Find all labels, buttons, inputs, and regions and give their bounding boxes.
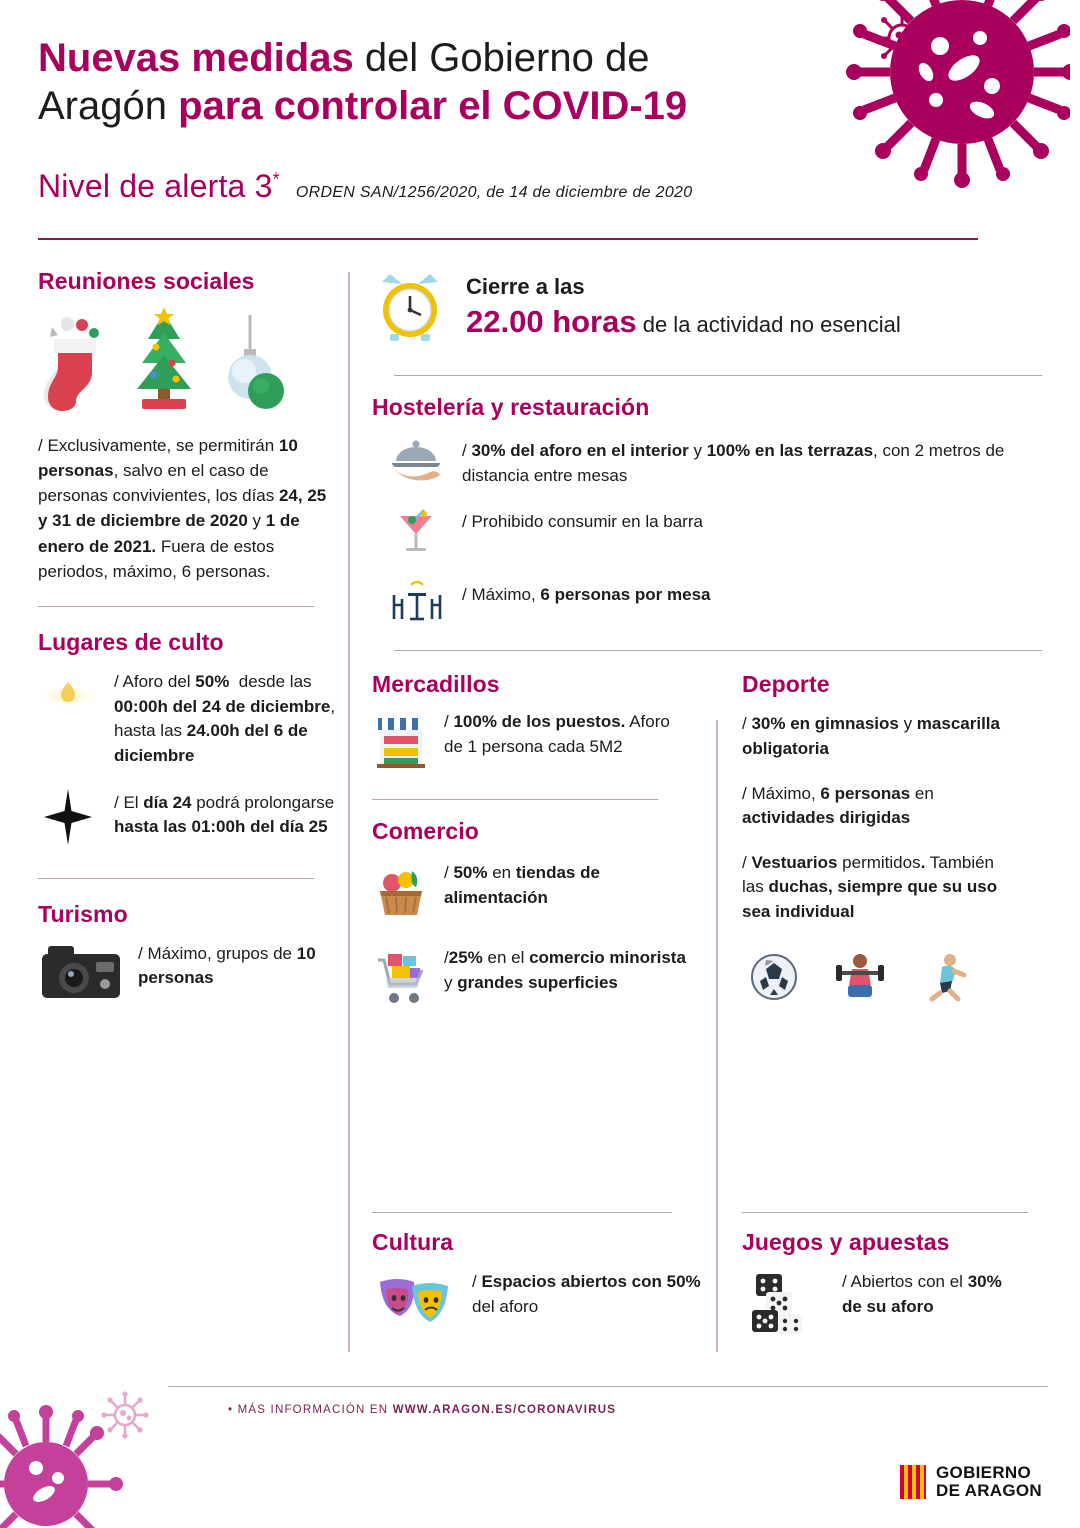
markets-row: [372, 710, 688, 777]
culture-divider: [372, 1212, 672, 1213]
star-sparkle-icon: [38, 787, 98, 852]
closing-time-text: [466, 268, 901, 340]
section-heading-markets: Mercadillos: [372, 671, 500, 698]
logo-line-1: GOBIERNO: [936, 1463, 1031, 1483]
tourism-text: / Máximo, grupos de 10 personas: [138, 943, 316, 988]
commerce-item-1: [372, 861, 688, 928]
worship-item-2-text: / El día 24 podrá prolongarse hasta las 01:00h del día 25: [114, 792, 335, 837]
hospitality-item-3-text: / Máximo, 6 personas por mesa: [462, 585, 711, 605]
mid-grid: [372, 671, 1042, 1023]
sport-column: [716, 671, 1016, 1023]
closing-line-1: Cierre a las: [466, 274, 585, 299]
section-heading-social: Reuniones sociales: [38, 268, 255, 294]
dice-stack-icon: [742, 1270, 828, 1341]
hospitality-items: [372, 435, 1042, 632]
serving-dome-icon: [386, 435, 446, 488]
gambling-divider: [742, 1212, 1028, 1213]
order-reference: ORDEN SAN/1256/2020, de 14 de diciembre de 2020: [295, 184, 693, 201]
bottom-sections: [38, 1212, 1048, 1341]
vertical-divider-left: [348, 272, 350, 1352]
christmas-tree-icon: [126, 307, 202, 415]
title-part-4: para controlar el COVID-19: [178, 84, 688, 128]
footer-divider: [168, 1386, 1048, 1387]
photo-camera-icon: [38, 942, 124, 1009]
christmas-bauble-icon: [216, 309, 288, 415]
main-column: [372, 268, 1042, 1023]
footer-info: [228, 1404, 616, 1416]
page-header: [0, 0, 1080, 250]
markets-commerce-column: [372, 671, 716, 1023]
logo-line-2: DE ARAGON: [936, 1481, 1042, 1501]
worship-item-2: [38, 787, 338, 852]
section-heading-tourism: Turismo: [38, 900, 128, 927]
left-divider-1: [38, 606, 314, 607]
soccer-ball-icon: [748, 951, 800, 1003]
markets-divider: [372, 799, 658, 800]
alert-level: [38, 168, 280, 205]
culture-row: [372, 1270, 716, 1339]
title-part-1: Nuevas medidas: [38, 36, 354, 80]
left-divider-2: [38, 878, 314, 879]
alert-level-text: Nivel de alerta 3: [38, 168, 273, 204]
section-heading-hospitality: Hostelería y restauración: [372, 394, 650, 420]
coronavirus-illustration-small: [872, 8, 932, 68]
commerce-item-2: [372, 946, 688, 1017]
left-column: [38, 268, 338, 1009]
christmas-stocking-icon: [38, 311, 112, 415]
title-part-2: del Gobierno de: [353, 36, 650, 80]
weight-lifter-icon: [834, 951, 886, 1003]
section-heading-culture: Cultura: [372, 1229, 454, 1255]
gambling-text: / Abiertos con el 30% de su aforo: [842, 1272, 1002, 1316]
hospitality-item-2: [386, 506, 1042, 561]
gambling-row: [742, 1270, 1016, 1341]
worship-item-1-text: / Aforo del 50% desde las 00:00h del 24 de diciembre, hasta las 24.00h del 6 de diciembre: [114, 671, 336, 765]
social-text: [38, 433, 338, 584]
section-heading-worship: Lugares de culto: [38, 628, 224, 655]
alert-level-asterisk: *: [272, 169, 280, 190]
title-part-3: Aragón: [38, 84, 179, 128]
worship-item-1: [38, 666, 338, 769]
culture-column: [372, 1212, 716, 1341]
page-title: [38, 34, 838, 130]
commerce-item-2-text: /25% en el comercio minorista y grandes superficies: [444, 948, 686, 992]
sport-item-2: / Máximo, 6 personas en actividades dirigidas: [742, 783, 934, 828]
hospitality-item-2-text: / Prohibido consumir en la barra: [462, 512, 703, 532]
closing-hours: 22.00 horas: [466, 304, 637, 339]
markets-text: / 100% de los puestos. Aforo de 1 persona cada 5M2: [444, 712, 670, 756]
header-divider: [38, 238, 978, 240]
hospitality-item-1: [386, 435, 1042, 488]
government-logo-text: [936, 1464, 1042, 1500]
footer-url[interactable]: WWW.ARAGON.ES/CORONAVIRUS: [392, 1404, 617, 1416]
section-heading-commerce: Comercio: [372, 818, 479, 845]
government-logo: [900, 1464, 1042, 1500]
bottom-column-empty: [38, 1212, 372, 1341]
mid-divider-1: [394, 375, 1042, 376]
coronavirus-illustration-bottom-left-small: [100, 1390, 150, 1440]
sport-item-3: / Vestuarios permitidos. También las duchas, siempre que su uso sea individual: [742, 852, 998, 922]
candle-light-icon: [38, 666, 98, 731]
closing-rest: de la actividad no esencial: [636, 312, 901, 337]
social-text-content: / Exclusivamente, se permitirán 10 personas, salvo en el caso de personas convivientes, los días 24, 25 y 31 de diciembre de 2020 y 1 de enero de 2021. Fuera de estos periodos, máximo, 6 personas.: [38, 436, 327, 581]
christmas-icons: [38, 305, 338, 415]
commerce-item-1-text: / 50% en tiendas de alimentación: [444, 863, 600, 907]
sport-item-1: / 30% en gimnasios y mascarilla obligatoria: [742, 714, 1000, 758]
tourism-row: [38, 942, 338, 1009]
alert-level-row: [38, 168, 692, 205]
cocktail-glass-icon: [386, 506, 446, 561]
hospitality-item-1-text: / 30% del aforo en el interior y 100% en las terrazas, con 2 metros de distancia entre mesas: [462, 441, 1005, 485]
alarm-clock-icon: [372, 268, 448, 349]
market-stall-icon: [372, 710, 430, 777]
section-heading-gambling: Juegos y apuestas: [742, 1229, 950, 1255]
culture-text: / Espacios abiertos con 50% del aforo: [472, 1272, 701, 1316]
table-and-chairs-icon: [386, 579, 446, 632]
sport-icons: [742, 951, 1016, 1003]
hospitality-item-3: [386, 579, 1042, 632]
aragon-flag-icon: [900, 1465, 926, 1499]
closing-time-block: [372, 268, 1042, 349]
shopping-cart-icon: [372, 946, 430, 1017]
gambling-column: [716, 1212, 1016, 1341]
section-heading-sport: Deporte: [742, 671, 830, 698]
theatre-masks-icon: [372, 1270, 458, 1339]
runner-icon: [920, 951, 972, 1003]
mid-divider-2: [394, 650, 1042, 651]
footer-bullet: •: [228, 1404, 234, 1416]
closing-line-2: [466, 304, 901, 340]
footer-info-prefix: MÁS INFORMACIÓN EN: [237, 1404, 393, 1416]
food-basket-icon: [372, 861, 430, 928]
